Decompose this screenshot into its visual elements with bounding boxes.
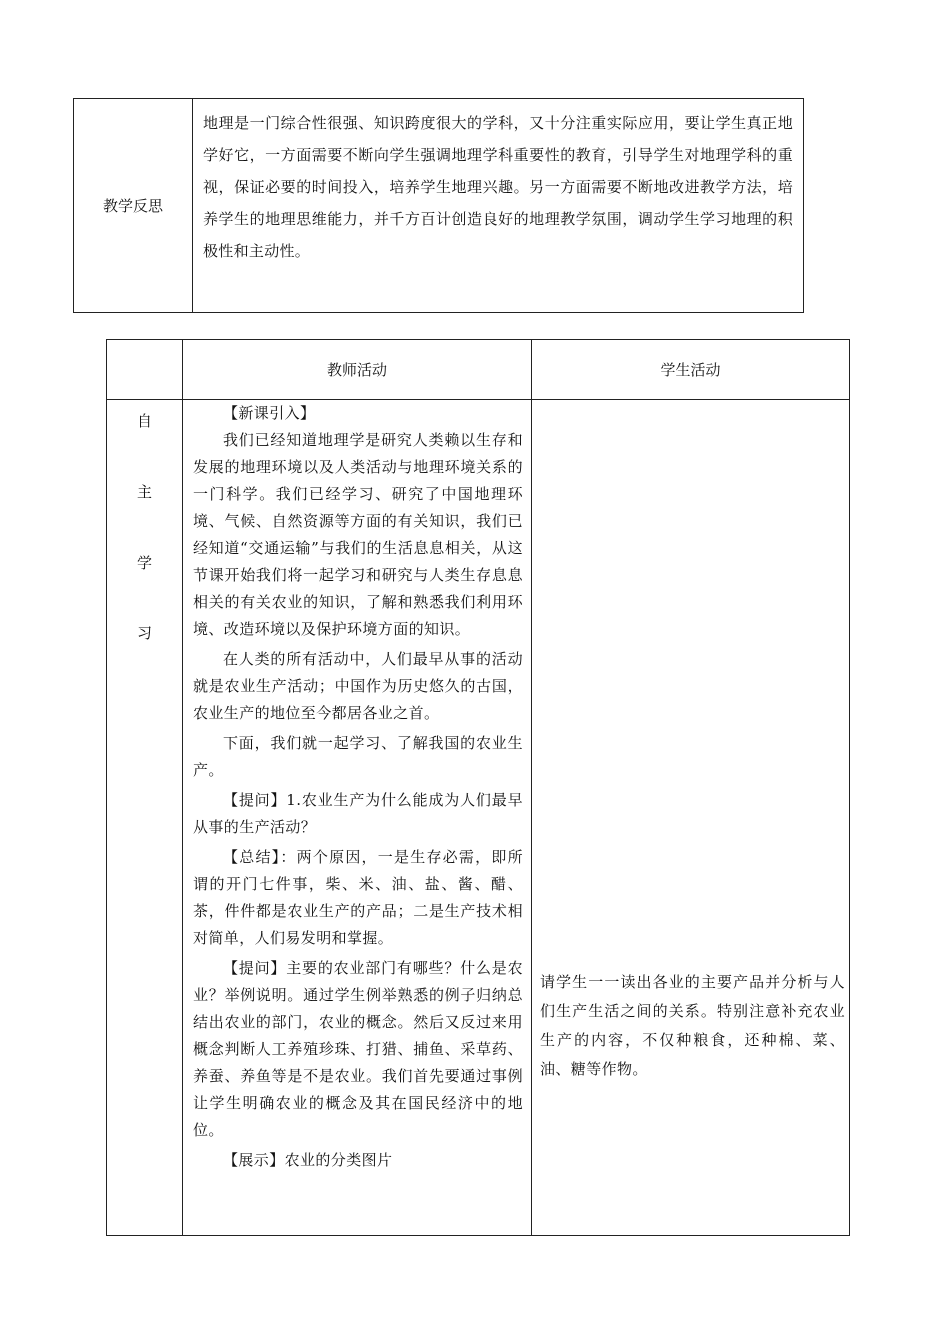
table-header-row	[107, 340, 849, 400]
teacher-paragraph: 【新课引入】	[223, 404, 316, 422]
teacher-paragraph: 【提问】主要的农业部门有哪些？什么是农业？举例说明。通过学生例举熟悉的例子归纳总结出农业的部门，农业的概念。然后又反过来用概念判断人工养殖珍珠、打猎、捕鱼、采草药、养蚕、养鱼等是不是农业。我们首先要通过事例让学生明确农业的概念及其在国民经济中的地位。	[193, 959, 523, 1139]
teacher-paragraph: 下面，我们就一起学习、了解我国的农业生产。	[193, 734, 523, 779]
teacher-paragraph: 【展示】农业的分类图片	[223, 1151, 393, 1169]
reflection-text: 地理是一门综合性很强、知识跨度很大的学科，又十分注重实际应用，要让学生真正地学好它，一方面需要不断向学生强调地理学科重要性的教育，引导学生对地理学科的重视，保证必要的时间投入，培养学生地理兴趣。另一方面需要不断地改进教学方法，培养学生的地理思维能力，并千方百计创造良好的地理教学氛围，调动学生学习地理的积极性和主动性。	[203, 114, 793, 260]
column-divider	[531, 340, 532, 1235]
teacher-paragraph: 【总结】：两个原因，一是生存必需，即所谓的开门七件事，柴、米、油、盐、酱、醋、茶，件件都是农业生产的产品；二是生产技术相对简单，人们易发明和掌握。	[193, 848, 523, 947]
reflection-table	[73, 98, 804, 313]
teacher-paragraph: 我们已经知道地理学是研究人类赖以生存和发展的地理环境以及人类活动与地理环境关系的一门科学。我们已经学习、研究了中国地理环境、气候、自然资源等方面的有关知识，我们已经知道“交通运输”与我们的生活息息相关，从这节课开始我们将一起学习和研究与人类生存息息相关的有关农业的知识，了解和熟悉我们利用环境、改造环境以及保护环境方面的知识。	[193, 431, 523, 638]
reflection-label: 教学反思	[74, 99, 193, 312]
teacher-paragraph: 【提问】1.农业生产为什么能成为人们最早从事的生产活动？	[193, 791, 523, 836]
teacher-paragraph: 在人类的所有活动中，人们最早从事的活动就是农业生产活动；中国作为历史悠久的古国，农业生产的地位至今都居各业之首。	[193, 650, 523, 722]
section-label-char: 主	[136, 483, 152, 501]
activity-table	[106, 339, 850, 1236]
header-student-activity: 学生活动	[660, 361, 721, 379]
section-label-char: 自	[136, 412, 152, 430]
section-label-char: 习	[136, 624, 152, 642]
header-teacher-activity: 教师活动	[326, 361, 387, 379]
teacher-activity-content	[193, 400, 523, 1174]
column-divider	[182, 340, 183, 1235]
section-label-char: 学	[136, 554, 152, 572]
student-activity-content: 请学生一一读出各业的主要产品并分析与人们生产生活之间的关系。特别注意补充农业生产的内容，不仅种粮食，还种棉、菜、油、糖等作物。	[540, 973, 845, 1078]
